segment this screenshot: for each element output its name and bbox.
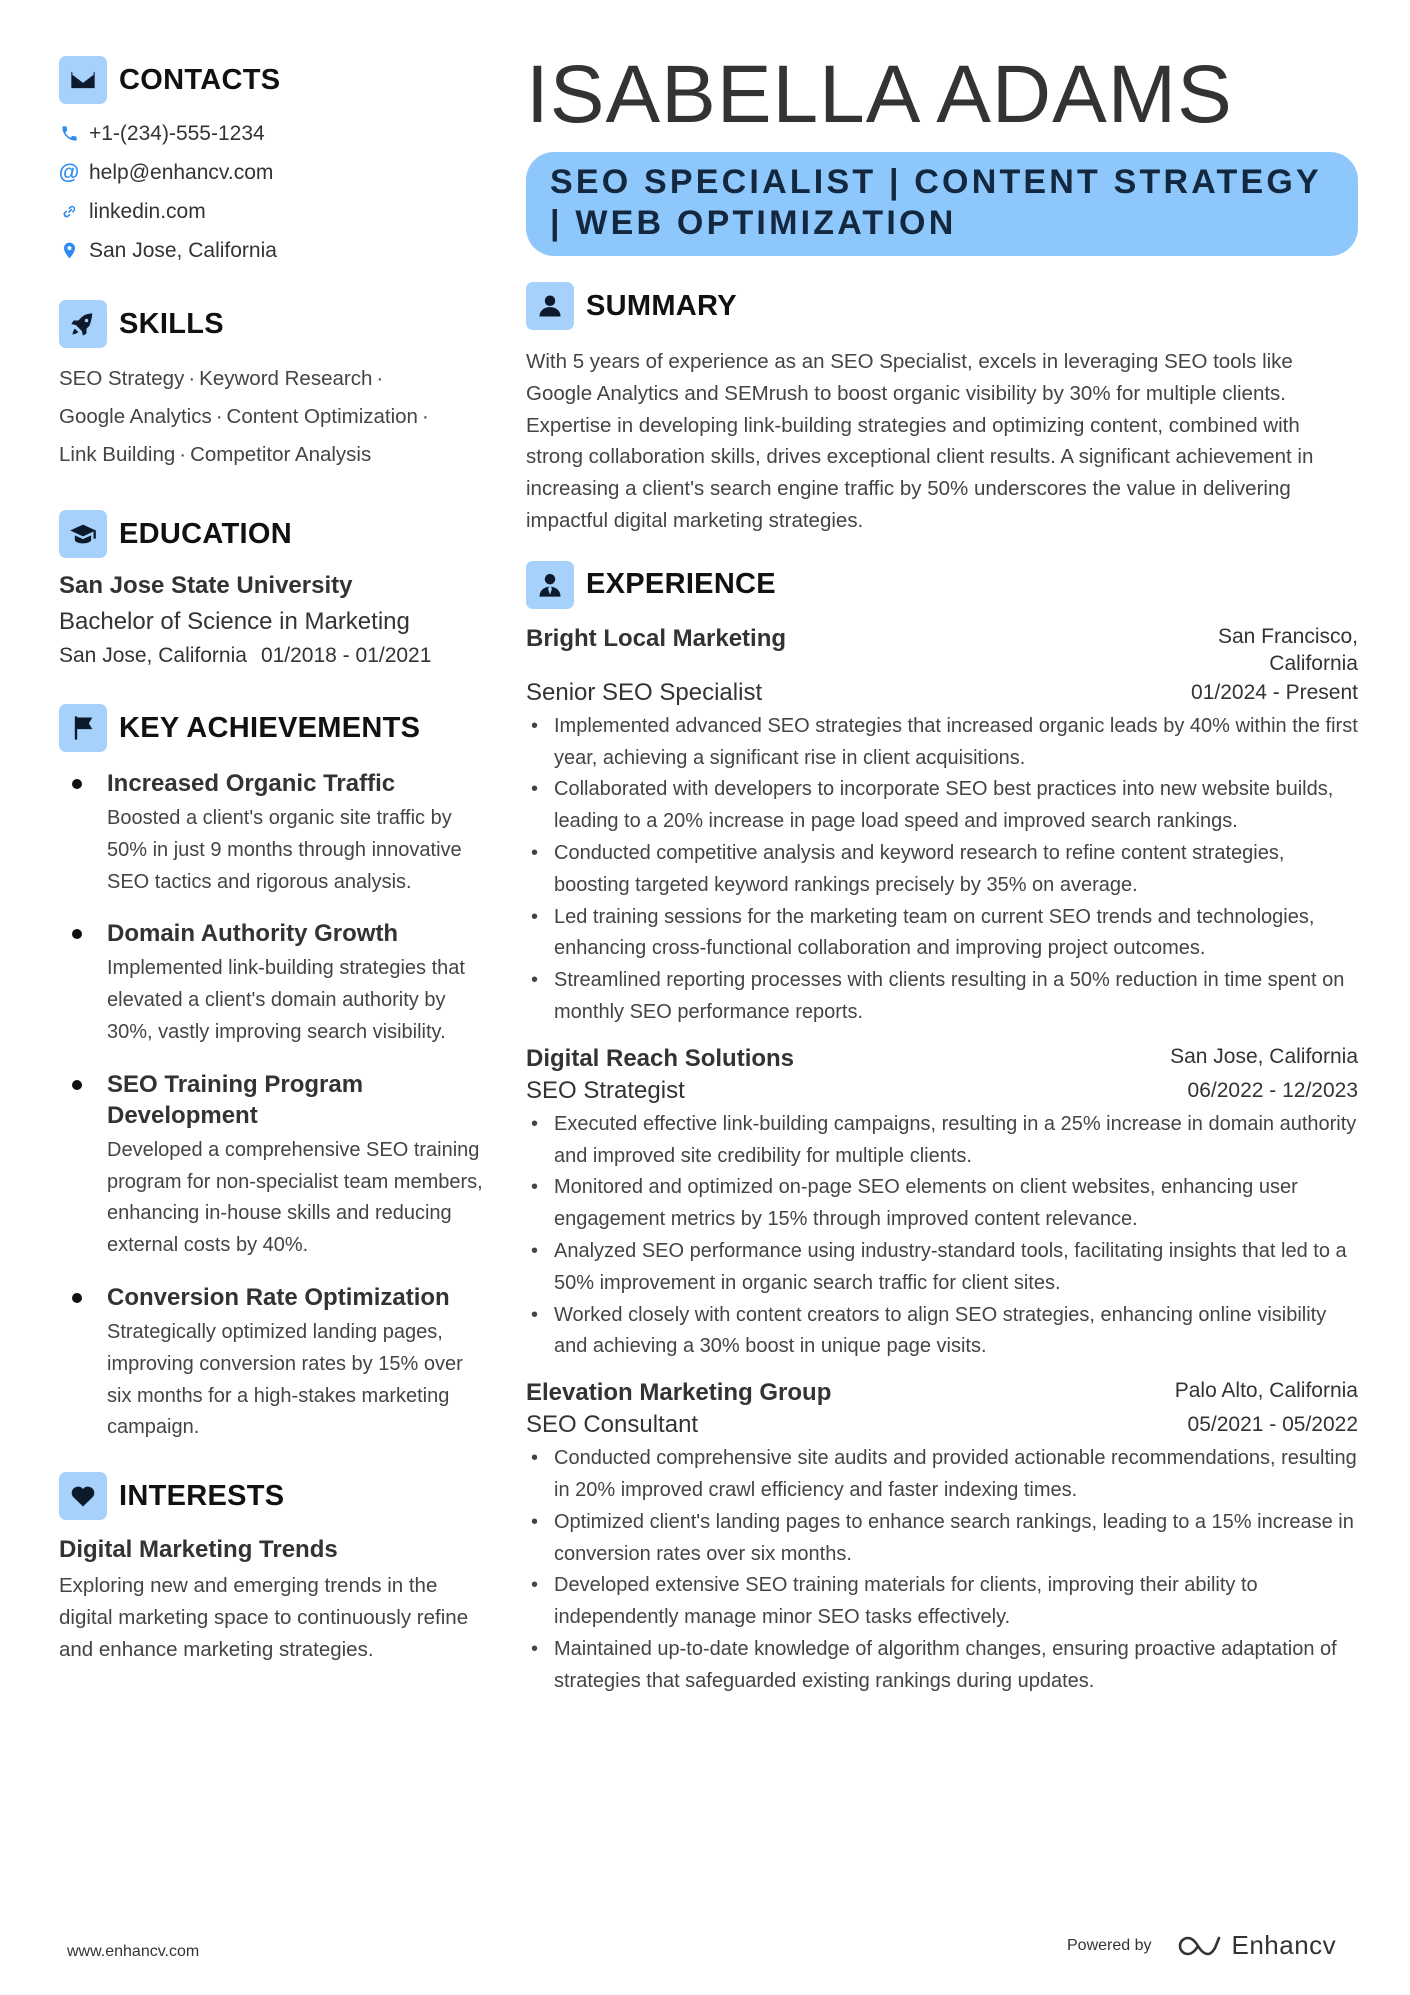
- achievement-title: SEO Training Program Development: [107, 1070, 364, 1129]
- link-icon: [59, 201, 79, 223]
- job-bullet: • Analyzed SEO performance using industry-standard tools, facilitating insights that led to a 50% improvement in organic search traffic for client sites.: [526, 1236, 1358, 1300]
- envelope-icon: [59, 56, 107, 104]
- job-dates: 05/2021 - 05/2022: [1187, 1413, 1358, 1437]
- summary-header: [526, 282, 1358, 330]
- summary-title: SUMMARY: [586, 289, 737, 322]
- skill-item: Content Optimization: [226, 405, 418, 428]
- education-header: [59, 510, 489, 558]
- skills-list: SEO Strategy · Keyword Research · Google Analytics · Content Optimization · Link Building · Competitor Analysis: [59, 367, 429, 466]
- headline-banner: SEO SPECIALIST | CONTENT STRATEGY | WEB OPTIMIZATION: [526, 152, 1358, 256]
- job-bullet: • Developed extensive SEO training materials for clients, improving their ability to independently manage minor SEO tasks effectively.: [526, 1570, 1358, 1634]
- footer-branding: [1067, 1930, 1336, 1961]
- user-tie-icon: [526, 561, 574, 609]
- job-bullet: • Maintained up-to-date knowledge of algorithm changes, ensuring proactive adaptation of strategies that safeguarded existing rankings during updates.: [526, 1634, 1358, 1698]
- skill-item: SEO Strategy: [59, 367, 185, 390]
- job-bullet: • Conducted competitive analysis and keyword research to refine content strategies, boosting targeted keyword rankings precisely by 35% on average.: [526, 838, 1358, 902]
- achievement-item: [59, 918, 489, 1048]
- interests-title: INTERESTS: [119, 1479, 285, 1512]
- achievement-item: [59, 1069, 489, 1262]
- job-location: Palo Alto, California: [1174, 1379, 1358, 1403]
- contact-linkedin[interactable]: [59, 192, 489, 231]
- phone-icon: [59, 123, 79, 145]
- job-role: SEO Consultant: [526, 1411, 699, 1439]
- job-location: San Jose, California: [1170, 1044, 1358, 1068]
- candidate-name: ISABELLA ADAMS: [526, 49, 1233, 140]
- contacts-section: [59, 56, 489, 270]
- achievements-section: [59, 704, 489, 1444]
- brand-name: Enhancv: [1231, 1930, 1337, 1960]
- skill-item: Keyword Research: [199, 367, 373, 390]
- job-bullets: [526, 1109, 1358, 1363]
- job-company: Elevation Marketing Group: [526, 1379, 832, 1407]
- achievement-desc: Developed a comprehensive SEO training program for non-specialist team members, enhancing in-house skills and reducing external costs by 40%.: [107, 1138, 483, 1257]
- phone-text: +1-(234)-555-1234: [89, 121, 265, 145]
- education-location: San Jose, California: [59, 644, 247, 667]
- skills-section: [59, 300, 489, 474]
- email-text: help@enhancv.com: [89, 160, 274, 184]
- interest-title: Digital Marketing Trends: [59, 1536, 338, 1564]
- achievement-title: Increased Organic Traffic: [107, 770, 396, 797]
- job-company: Bright Local Marketing: [526, 624, 787, 652]
- job-bullet: • Worked closely with content creators to align SEO strategies, enhancing online visibility and achieving a 30% boost in unique page visits.: [526, 1300, 1358, 1364]
- achievements-title: KEY ACHIEVEMENTS: [119, 711, 421, 744]
- job-bullet: • Executed effective link-building campaigns, resulting in a 25% increase in domain authority and improved site credibility for multiple clients.: [526, 1109, 1358, 1173]
- job-dates: 01/2024 - Present: [1191, 680, 1358, 704]
- experience-section: [526, 561, 1358, 1698]
- interests-header: [59, 1472, 489, 1520]
- interest-desc: Exploring new and emerging trends in the digital marketing space to continuously refine and enhance marketing strategies.: [59, 1574, 469, 1661]
- job-role: Senior SEO Specialist: [526, 678, 763, 706]
- powered-by-text: Powered by: [1067, 1936, 1152, 1954]
- job-bullet: • Led training sessions for the marketing team on current SEO trends and technologies, enhancing cross-functional collaboration and improving project outcomes.: [526, 902, 1358, 966]
- left-column: [59, 56, 489, 1666]
- education-meta: [59, 644, 489, 668]
- experience-header: [526, 561, 1358, 609]
- achievement-item: [59, 1282, 489, 1444]
- contact-phone[interactable]: [59, 114, 489, 153]
- interests-section: [59, 1472, 489, 1665]
- job-bullets: [526, 711, 1358, 1029]
- right-column: [526, 50, 1358, 1698]
- contact-location: [59, 231, 489, 270]
- education-section: [59, 510, 489, 668]
- job-location-line: San Francisco,: [1217, 624, 1358, 648]
- job-location-line: California: [1269, 651, 1358, 675]
- job-bullet: • Implemented advanced SEO strategies that increased organic leads by 40% within the first year, achieving a significant rise in client acquisitions.: [526, 711, 1358, 775]
- achievements-header: [59, 704, 489, 752]
- linkedin-text: linkedin.com: [89, 199, 206, 223]
- contacts-title: CONTACTS: [119, 63, 281, 96]
- contacts-header: [59, 56, 489, 104]
- location-text: San Jose, California: [89, 238, 277, 262]
- skill-item: Competitor Analysis: [190, 443, 372, 466]
- enhancv-logo-icon: [1178, 1933, 1224, 1959]
- job-entry: [526, 1043, 1358, 1363]
- job-entry: [526, 1377, 1358, 1697]
- skills-header: [59, 300, 489, 348]
- education-school: San Jose State University: [59, 572, 353, 599]
- job-location: [1218, 623, 1358, 677]
- job-bullet: • Conducted comprehensive site audits and provided actionable recommendations, resulting in 20% improved crawl efficiency and faster indexing times.: [526, 1443, 1358, 1507]
- job-bullet: • Monitored and optimized on-page SEO elements on client websites, enhancing user engagement metrics by 15% through improved content relevance.: [526, 1172, 1358, 1236]
- education-title: EDUCATION: [119, 517, 292, 550]
- achievement-item: [59, 768, 489, 898]
- job-bullet: • Streamlined reporting processes with clients resulting in a 50% reduction in time spent on monthly SEO performance reports.: [526, 965, 1358, 1029]
- job-company: Digital Reach Solutions: [526, 1044, 795, 1072]
- job-bullet: • Collaborated with developers to incorporate SEO best practices into new website builds, leading to a 20% increase in page load speed and improved search rankings.: [526, 774, 1358, 838]
- rocket-icon: [59, 300, 107, 348]
- at-sign-icon: @: [58, 160, 80, 184]
- user-icon: [526, 282, 574, 330]
- heart-icon: [59, 1472, 107, 1520]
- experience-title: EXPERIENCE: [586, 568, 776, 601]
- education-dates: 01/2018 - 01/2021: [260, 644, 432, 667]
- skills-title: SKILLS: [119, 307, 224, 340]
- achievement-desc: Implemented link-building strategies that elevated a client's domain authority by 30%, vastly improving search visibility.: [107, 957, 465, 1043]
- skill-item: Link Building: [59, 443, 176, 466]
- job-bullet: • Optimized client's landing pages to enhance search rankings, leading to a 15% increase in conversion rates over six months.: [526, 1507, 1358, 1571]
- achievement-desc: Boosted a client's organic site traffic by 50% in just 9 months through innovative SEO tactics and rigorous analysis.: [107, 807, 462, 893]
- graduation-cap-icon: [59, 510, 107, 558]
- job-role: SEO Strategist: [526, 1076, 685, 1104]
- summary-section: [526, 282, 1358, 537]
- job-dates: 06/2022 - 12/2023: [1187, 1078, 1358, 1102]
- summary-text: With 5 years of experience as an SEO Specialist, excels in leveraging SEO tools like Google Analytics and SEMrush to boost organic visibility by 30% for multiple clients. Expertise in developing link-building strategies and optimizing content, combined with strong collaboration skills, drives exceptional client results. A significant achievement in increasing a client's search engine traffic by 50% underscores the value in delivering impactful digital marketing strategies.: [526, 350, 1314, 532]
- job-entry: [526, 623, 1358, 1029]
- achievement-title: Domain Authority Growth: [107, 920, 399, 948]
- contact-email[interactable]: [59, 153, 489, 192]
- job-bullets: [526, 1443, 1358, 1697]
- flag-icon: [59, 704, 107, 752]
- achievement-title: Conversion Rate Optimization: [107, 1283, 450, 1311]
- skill-item: Google Analytics: [59, 405, 212, 428]
- footer-website[interactable]: www.enhancv.com: [67, 1943, 200, 1960]
- achievement-desc: Strategically optimized landing pages, improving conversion rates by 15% over six months for a high-stakes marketing campaign.: [107, 1320, 463, 1439]
- map-pin-icon: [59, 240, 79, 262]
- education-degree: Bachelor of Science in Marketing: [59, 608, 410, 635]
